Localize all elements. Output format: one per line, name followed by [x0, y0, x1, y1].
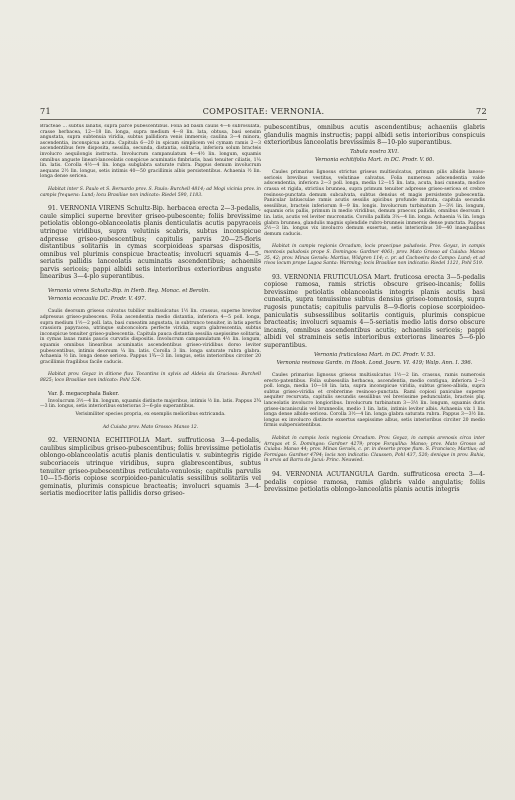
- species-91-diagnosis: 91. VERNONIA VIRENS Schultz-Bip. herbacea erecta 2—3-pedalis, caule simplici superne breviter griseo-pubescente; foliis brevissime petiolatis oblongo-oblanceolatis planis denticulatis acutis papyraceis utrinque viridibus, supra velutinis scabris, subtus inconspicue adpresse griseo-pubescentibus; capitulis parvis 20—25-floris distantibus solitariis in cymas scorpioideas sparsas dispositis, omnibus vel plurimis conspicue bracteatis; involucri squamis 4—5-seriatis pallidis lanceolatis acuminatis ascendentibus; achaeniis parvis sericeis; pappi albidi setis interioribus exterioribus anguste linearibus 3—4-plo superantibus.: [40, 205, 261, 281]
- page-number-left: 71: [40, 106, 52, 116]
- running-title: COMPOSITAE: VERNONIA.: [202, 106, 325, 116]
- synonym-line: Vernonia ecocaulia DC. Prodr. V. 497.: [48, 296, 147, 303]
- right-column: [264, 124, 485, 778]
- habitat-paragraph: Habitat inter S. Paulo et S. Bernardo prov. S. Paulo: Burchell 4814; ad Mogi vicinia prov. in campis frequens: Lund; locu Brasiliae non indicato: Riedel 590, 1183.: [40, 186, 261, 198]
- running-header: [40, 106, 487, 118]
- habitat-paragraph: Habitat in campis locis regionis Orcadum. Prov. Goyaz, in campis arenosis circa inter Arrayas et S. Domingos: Gardner 4279; prope Forquilha: Manso; prov. Mato Grosso ad Cuiaba: Manso 44; prov. Minas Geraës, c. pr. in deserto prope flum. S. Francisco; Martius; ad Formigas: Gardner 4794; locis non indicatis: Claussen, Pohl 437, 520; denique in prov. Bahia, in arvis ad Barra do Jacui: Princ. Neuwied.: [264, 435, 485, 464]
- page-number-right: 72: [475, 106, 487, 116]
- description-paragraph: Caules primarius lignosus griseus multisulcatus 1½—2 lin. crassus, ramis numerosis erecto-patentibus. Folia subsessilia herbacea, ascendentia, medio contigua, inferiora 2—3 poll. longa, media 10—18 lin. lata, supra inconspicue viridia, subtus griseo-albida, supra subtus griseo-viridia et crebrerime resinoso-punctata. Rami copiosi paniculae superne aequiter recurvata, capitulis secundis sessilibus vel brevissime pedunculatis, bracteis plq. lanceolatis involucro longioribus. Involucrum turbinatum 3—3½ lin. longum, squamis duris griseo-incanisculis vel brunneolis, medio 1 lin. latis, intimis leviter albis. Achaenia vix 1 lin. longa dense albido-sericea. Corolla 3½—4 lin. longa glabra saturata rubra. Pappus 3—3½ lin. longus ex involucro distincte exsertus saepissime albus, setis interioribus circiter 20 medio firmis subpersistentibus.: [264, 373, 485, 429]
- synonym-line: Vernonia resinosa Gardn. in Hook. Lond. Journ. VI. 419; Walp. Ann. I. 396.: [276, 359, 473, 366]
- left-column: [40, 124, 261, 778]
- description-paragraph: Bracteae ... subtus lanatis, supra parce pubescentibus. Folia ad basin caulis 4—6 subrosulata, crasse herbacea, 12—18 lin. longa, supra medium 4—8 lin. lata, obtusa, basi sensim angustata, supra subtenuia viridia, subtus pallidiora venis immersis; caulina 3—4 minora, ascendentia, inconspicua acuta. Capitula 6—20 in spicam simplicem vel cymam ramis 2—3 ascendentibus fere disposita, sessilia, secunda, distantia, solitaria, inferiora solum bracteis involucro aequilongis instructa. Involucrum campanulatum 4—4½ lin. longum, squamis omnibus anguste lineari-lanceolatis conspicue acuminatis fimbriatis, basi tenuiter ciliatis, 1¼ lin. latis. Corolla 4½—4 lin. longa subglabra saturate rubra. Pappus demum involucrum aequans 2½ lin. longus, setis intimis 40—50 gracillimis albis persistentibus. Achaenia ½ lin. longa dense sericea.: [40, 124, 261, 180]
- variety-heading: Var. β. megacephala Baker.: [48, 390, 120, 397]
- diagnosis-continuation: pubescentibus, omnibus acutis ascendentibus; achaeniis glabris glandulis magnis instructis; pappi albidi setis interioribus conspicuis exterioribus lanceolatis brevissimis 8—10-plo superantibus.: [264, 124, 485, 147]
- description-paragraph: Caules primarius lignosus strictus griseus multisulcatus, primum pilis albidis lanoso-sericeis brevibus vestitus, velutinae calvatus. Folia numerosa adscendentia valde adscendentia, inferiora 2—3 poll. longa, media 12—15 lin. lata, acuta, basi cuneata, modice crassa et rigida, strictius brunnea, supra primum tenuiter adpresse griseo-sericea et crebre resinoso-punctata demum subcalvata, subtus densius et magis persistente pubescentia. Panicular latiusculae ramis acutis sessilis apicibus profunde mitrata, capitula secundis sessilibus, bracteis inferiorum 8—9 lin. longis. Involucrum turbinatum 3—3½ lin. longum, squamis oris pallis, primum in medio viridibus, demum praecox pallidis, omnibus deorsum 1 lin. latis, acutis vel leviter mucronatis. Corolla pallida 3¼—4 lin. longa. Achaenia ¼ lin. longa glabra brunnea, glandulis magnis splendide rubro-brunneis immersis dense punctata. Pappus 2½—3 lin. longus vix involucro demum exsertus, setis interioribus 30—40 inaequalibus demum caducis.: [264, 170, 485, 237]
- habitat-paragraph: Habitat prov. Goyaz in ditione fluv. Tocantins in sylvis ad Aldeia da Graciosa: Burchell 8825; loco Brasiliae non indicato: Pohl 524.: [40, 372, 261, 383]
- synonym-line: Vernonia virens Schultz-Bip. in Herb. Reg. Monac. et Berolin.: [48, 288, 210, 295]
- header-rule: [40, 119, 487, 120]
- species-94-diagnosis: 94. VERNONIA ACUTANGULA Gardn. suffruticosa erecta 3—4-pedalis copiose ramosa, ramis glabris valde angulatis; foliis brevissime petiolatis oblongo-lanceolatis planis acutis integris: [264, 470, 485, 494]
- description-paragraph: Caulis deorsum griseus cuivatus tubilior multisulcatus 1½ lin. crassus, superne breviter adpressus griseo-pubescens. Folia ascendentia medio distantia, inferiora 4—5 poll. longa, supra medium 1½—2 poll. lata, basi cuneatim angustata, in subtrunco tenuiter, in latis apertis crassiora papyracea, utrinque subconcolora perfecte viridia, supra glabrescentia, subtus inconspicue tenuiter griseo-pubescentia. Capitula paucа distantia sessilia saepissime solitaria, in cymas laxas ramis paucis curvatis dispositis. Involucrum campanulatum 4½ lin. longum, squamis omnibus linearibus acuminatis ascendentibus griseo-viridibus dorso leviter pubescentibus, intimis deorsum ¼ lin. latis. Corolla 3 lin. longa saturate rubra glabra. Achaenia ½ lin. longa dense sericea. Pappus 1¾—3 lin. longus, setis interioribus circiter 20 gracillimis fragilibus facile caducis.: [40, 309, 261, 365]
- synonym-line: Vernonia fruticulosa Mart. in DC. Prodr. V. 53.: [313, 351, 436, 358]
- synonym-line: Vernonia echitifolia Mart. in DC. Prodr. V. 60.: [314, 156, 434, 163]
- plate-reference: Tabula nostra XVI.: [350, 148, 399, 155]
- variety-description: Involucrum 3½—4 lin. longum, squamis distincte majoribus, intimis ½ lin. latis. Pappus 2¾—3 lin. longus, setis interioribus exterioras 3—6-plo superantibus.: [40, 398, 261, 410]
- species-93-diagnosis: 93. VERNONIA FRUTICULOSA Mart. fruticosa erecta 3—5-pedalis copiose ramosa, ramis strictis obscure griseo-incanis; foliis brevissime petiolatis oblanceolatis integris planis acutis basi cuneatis, supra tenuissime subtus densius griseo-tomentosis, supra rugosis punctatis; capitulis parvulis 8—9-floris copiose scorpioideo-paniculatis subsessilibus solitariis contiguis, plurimis conspicue bracteatis; involucri squamis 4—5-seriatis medio latis dorso obscure incanis, omnibus ascendentibus acutis; achaeniis sericeis; pappi albidi vel stramineis setis interioribus exterioras lineares 5—6-plo superantibus.: [264, 273, 485, 350]
- habitat-paragraph: Ad Cuiaba prov. Mato Grosso: Manso 12.: [102, 424, 199, 430]
- variety-note: Verisimiliter species propria, ex exemplis melioribus extricanda.: [75, 411, 226, 417]
- species-92-diagnosis: 92. VERNONIA ECHITIFOLIA Mart. suffruticosa 3—4-pedalis, caulibus simplicibus griseo-pubescentibus; foliis brevissime petiolatis oblongo-oblanceolatis acutis planis denticulatis v. subintegris rigide subcoriaceis utrinque viridibus, supra glabrescentibus, subtus tenuiter griseo-pubescentibus reticulato-venulosis; capitulis parvulis 10—15-floris copiose scorpioideo-paniculatis sessilibus solitariis vel geminatis, plurimis conspicue bracteatis; involucri squamis 3—4-seriatis mediocriter latis pallidis dorso griseo-: [40, 437, 261, 498]
- habitat-paragraph: Habitat in campis regionis Orcadum, locis praecipue paludosis. Prov. Goyaz, in campis montosis paludosis prope S. Domingos: Gardner 4061; prov. Mato Grosso ad Cuiaba: Manso 35, 42; prov. Minas Geraës: Martius, Widgren 114; c. pr. ad Cachoeira do Campo: Lund; et ad rivos locum prope Lagoa Santa: Warming; locis Brasiliae non indicatis: Riedel 1121, Pohl 519.: [264, 244, 485, 267]
